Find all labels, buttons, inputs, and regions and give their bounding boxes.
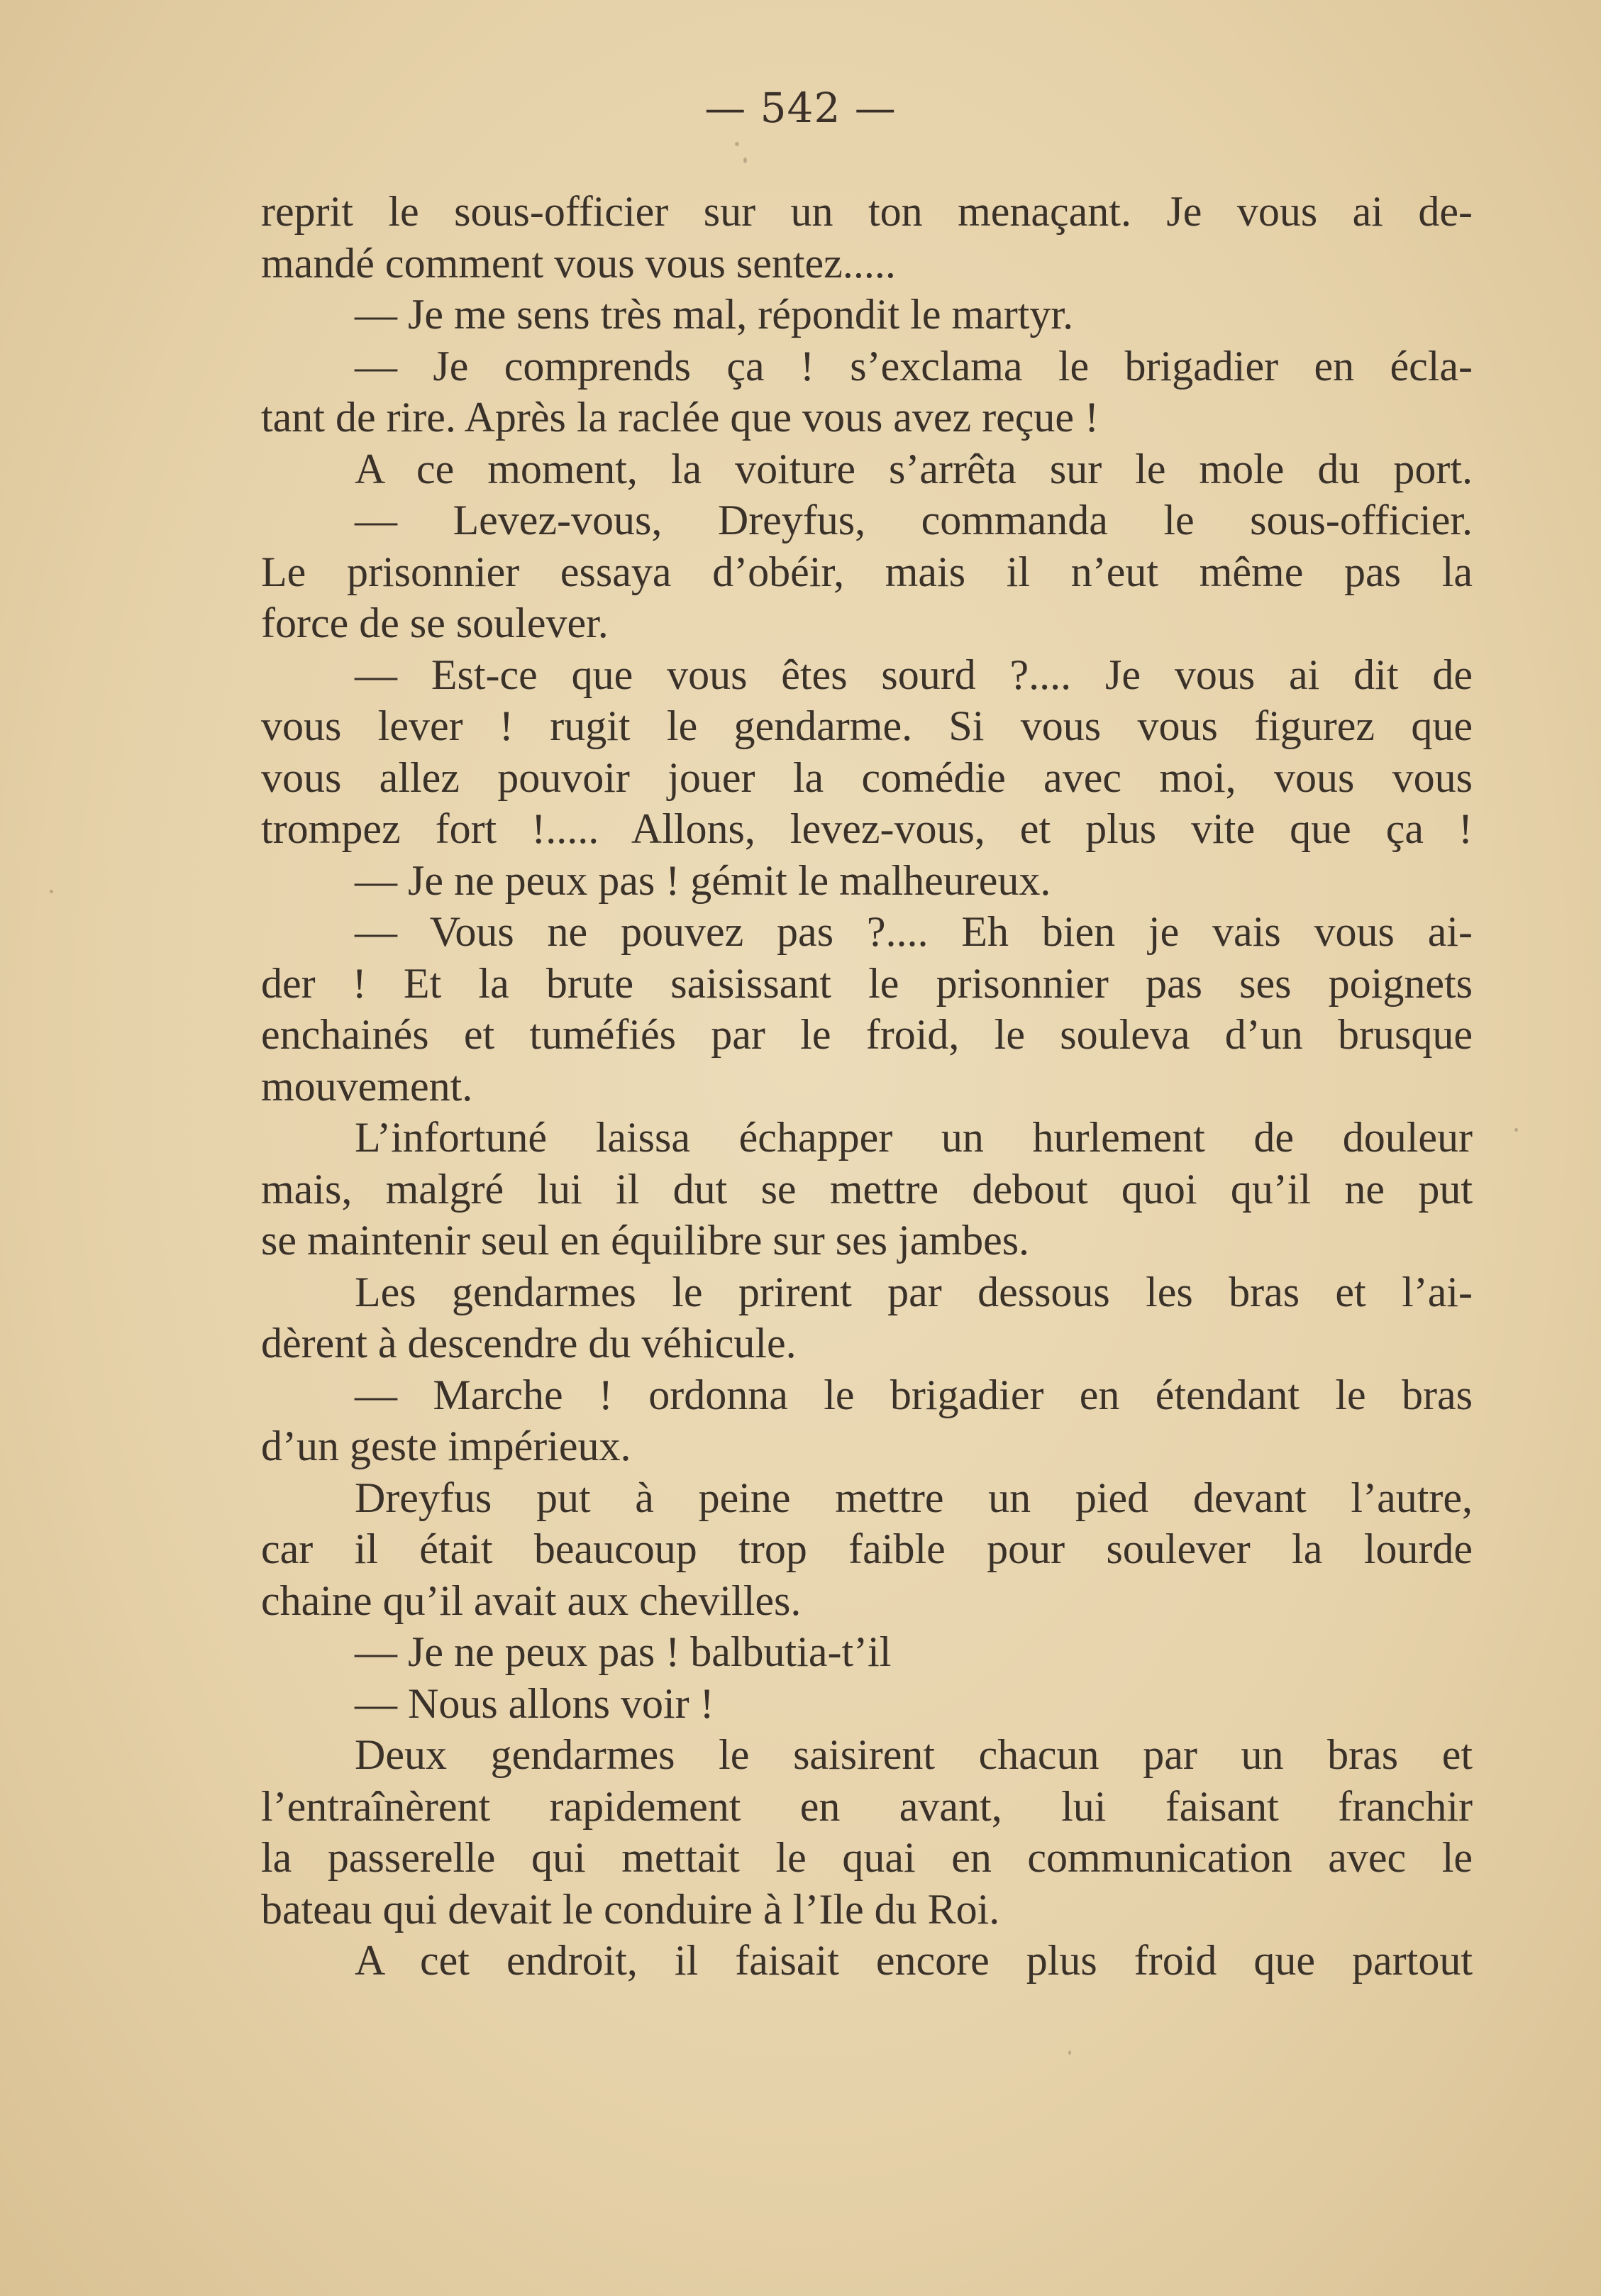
text-line: bateau qui devait le conduire à l’Ile du Roi. — [261, 1885, 1000, 1933]
text-line: Dreyfus put à peine mettre un pied devant l’autre, — [355, 1474, 1473, 1521]
text-line: mandé comment vous vous sentez..... — [261, 239, 896, 287]
text-line: vous allez pouvoir jouer la comédie avec moi, vous vous — [261, 754, 1473, 801]
page-number: — 542 — — [704, 84, 897, 132]
body-text — [261, 186, 1473, 1987]
text-line: reprit le sous-officier sur un ton menaçant. Je vous ai de- — [261, 188, 1473, 235]
text-line: se maintenir seul en équilibre sur ses jambes. — [261, 1217, 1030, 1264]
text-line: Les gendarmes le prirent par dessous les bras et l’ai- — [355, 1268, 1473, 1315]
text-line: A ce moment, la voiture s’arrêta sur le mole du port. — [355, 445, 1473, 492]
text-line: d’un geste impérieux. — [261, 1423, 631, 1469]
paper-speck — [50, 890, 53, 893]
paper-speck — [1068, 2051, 1071, 2055]
text-line: mais, malgré lui il dut se mettre debout quoi qu’il ne put — [261, 1165, 1473, 1213]
text-line: — Je me sens très mal, répondit le martyr. — [355, 291, 1074, 338]
text-line: — Nous allons voir ! — [355, 1679, 714, 1727]
text-line: chaine qu’il avait aux chevilles. — [261, 1577, 802, 1624]
text-line: — Je ne peux pas ! balbutia-t’il — [355, 1628, 892, 1675]
text-line: A cet endroit, il faisait encore plus froid que partout — [355, 1937, 1473, 1984]
paper-speck — [735, 142, 739, 146]
text-line: tant de rire. Après la raclée que vous avez reçue ! — [261, 394, 1099, 441]
text-line: vous lever ! rugit le gendarme. Si vous vous figurez que — [261, 702, 1473, 749]
text-line: force de se soulever. — [261, 600, 609, 646]
paper-speck — [743, 158, 747, 163]
text-line: Deux gendarmes le saisirent chacun par un bras et — [355, 1731, 1473, 1778]
text-line: car il était beaucoup trop faible pour soulever la lourde — [261, 1525, 1473, 1572]
text-line: enchainés et tuméfiés par le froid, le souleva d’un brusque — [261, 1011, 1473, 1058]
text-line: — Je ne peux pas ! gémit le malheureux. — [355, 856, 1051, 904]
text-line: l’entraînèrent rapidement en avant, lui faisant franchir — [261, 1782, 1473, 1830]
paper-speck — [1514, 1128, 1518, 1132]
text-line: mouvement. — [261, 1062, 473, 1110]
text-line: — Marche ! ordonna le brigadier en étendant le bras — [355, 1371, 1473, 1418]
text-line: der ! Et la brute saisissant le prisonnier pas ses poignets — [261, 959, 1473, 1007]
text-line: — Je comprends ça ! s’exclama le brigadier en écla- — [355, 342, 1473, 390]
text-line: — Est-ce que vous êtes sourd ?.... Je vous ai dit de — [355, 651, 1473, 698]
text-line: — Levez-vous, Dreyfus, commanda le sous-officier. — [355, 497, 1473, 543]
text-line: dèrent à descendre du véhicule. — [261, 1320, 797, 1367]
text-line: Le prisonnier essaya d’obéir, mais il n’eut même pas la — [261, 548, 1473, 595]
text-line: la passerelle qui mettait le quai en communication avec le — [261, 1834, 1473, 1881]
text-line: L’infortuné laissa échapper un hurlement de douleur — [355, 1114, 1473, 1161]
text-line: — Vous ne pouvez pas ?.... Eh bien je vais vous ai- — [355, 908, 1473, 955]
text-line: trompez fort !..... Allons, levez-vous, et plus vite que ça ! — [261, 805, 1473, 852]
